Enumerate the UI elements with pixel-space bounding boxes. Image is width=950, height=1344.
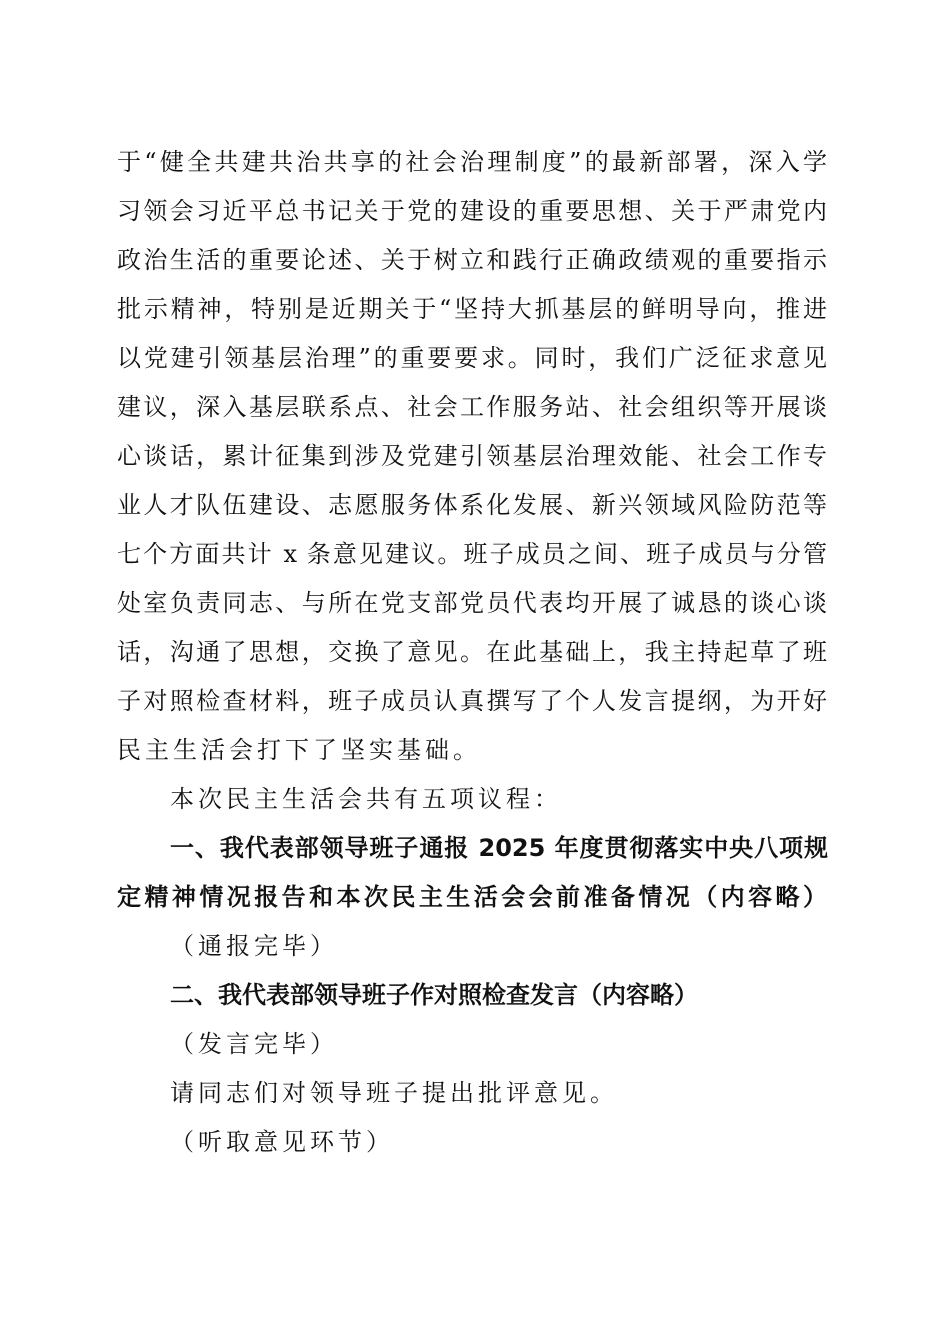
agenda-item-1-heading-cont: 定精神情况报告和本次民主生活会会前准备情况（内容略） <box>117 883 827 911</box>
criticism-request-note: （听取意见环节） <box>170 1128 394 1156</box>
agenda-item-1-note: （通报完毕） <box>170 932 338 960</box>
agenda-intro: 本次民主生活会共有五项议程： <box>170 785 562 813</box>
paragraph-line: 七个方面共计 x 条意见建议。班子成员之间、班子成员与分管 <box>117 540 827 568</box>
agenda-item-2-heading: 二、我代表部领导班子作对照检查发言（内容略） <box>170 981 698 1009</box>
paragraph-line: 习领会习近平总书记关于党的建设的重要思想、关于严肃党内 <box>117 197 827 225</box>
paragraph-line: 批示精神，特别是近期关于“坚持大抓基层的鲜明导向，推进 <box>117 295 827 323</box>
agenda-item-2-note: （发言完毕） <box>170 1030 338 1058</box>
paragraph-line: 业人才队伍建设、志愿服务体系化发展、新兴领域风险防范等 <box>117 491 827 519</box>
paragraph-line: 政治生活的重要论述、关于树立和践行正确政绩观的重要指示 <box>117 246 827 274</box>
agenda-item-1-heading: 一、我代表部领导班子通报 2025 年度贯彻落实中央八项规 <box>170 834 828 862</box>
criticism-request: 请同志们对领导班子提出批评意见。 <box>170 1079 618 1107</box>
paragraph-line: 话，沟通了思想，交换了意见。在此基础上，我主持起草了班 <box>117 638 827 666</box>
paragraph-line: 处室负责同志、与所在党支部党员代表均开展了诚恳的谈心谈 <box>117 589 827 617</box>
paragraph-line: 建议，深入基层联系点、社会工作服务站、社会组织等开展谈 <box>117 393 827 421</box>
paragraph-line: 于“健全共建共治共享的社会治理制度”的最新部署，深入学 <box>117 148 827 176</box>
paragraph-line: 以党建引领基层治理”的重要要求。同时，我们广泛征求意见 <box>117 344 827 372</box>
paragraph-line: 子对照检查材料，班子成员认真撰写了个人发言提纲，为开好 <box>117 687 827 715</box>
paragraph-line: 心谈话，累计征集到涉及党建引领基层治理效能、社会工作专 <box>117 442 827 470</box>
paragraph-line: 民主生活会打下了坚实基础。 <box>117 736 481 764</box>
